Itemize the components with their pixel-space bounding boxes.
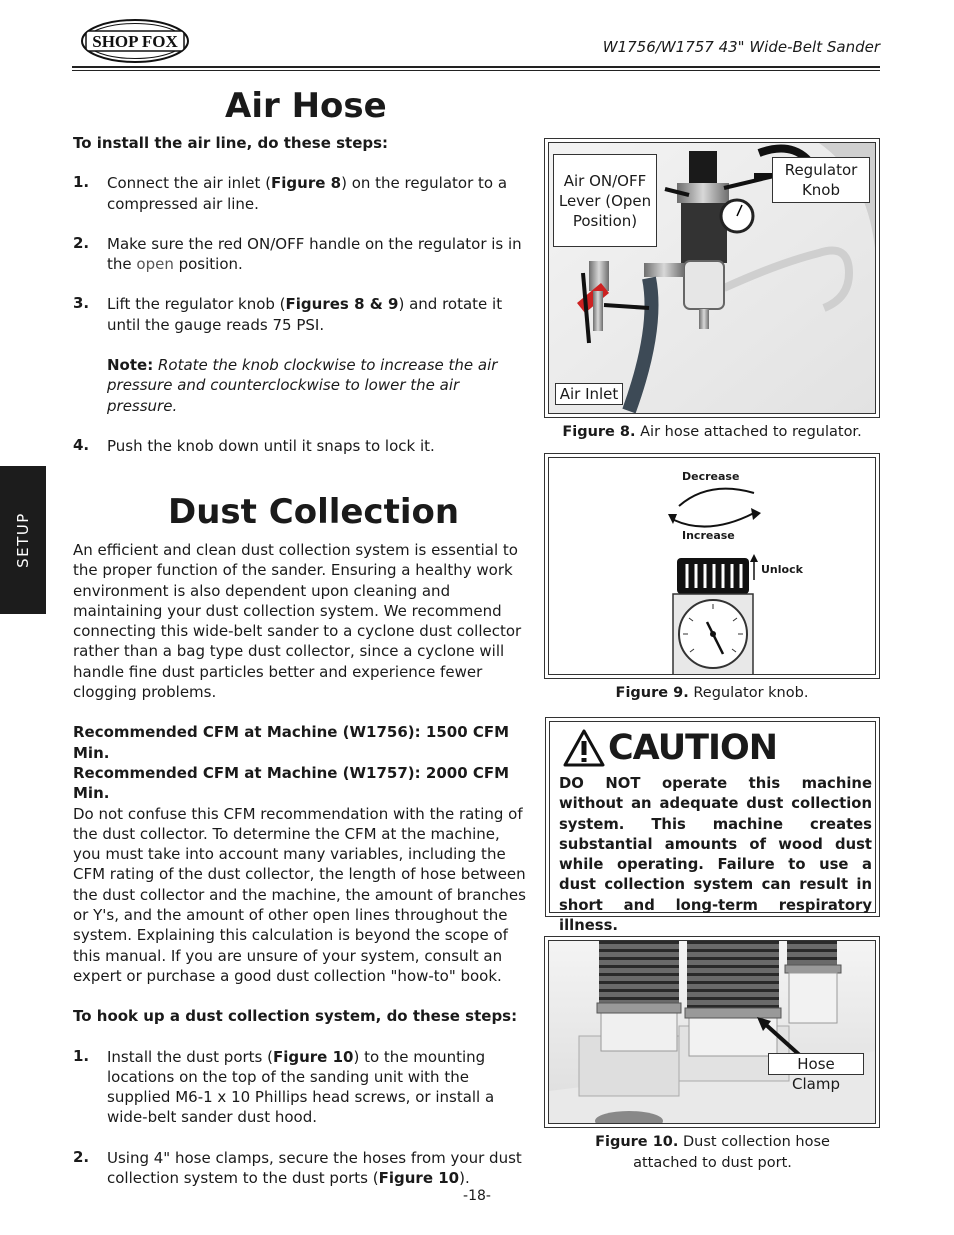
dust-paragraph-2: Do not confuse this CFM recommendation with the rating of the dust collector. To determine the CFM at the machine, you must take into account many variables, including the CFM rating of the dust collector, the length of hose between the dust collector and the machine, the amount of branches or Y's, and the amount of other open lines throughout the system. Explaining this calculation is beyond the scope of this manual. If you are unsure of your system, consult an expert or purchase a good dust collection "how-to" book.: [73, 804, 526, 985]
air-hose-section: [73, 133, 528, 456]
figure-10-photo: [548, 940, 876, 1124]
caution-box: [545, 717, 880, 935]
dust-collection-heading: Dust Collection: [168, 492, 460, 532]
callout-hose-clamp: Hose Clamp: [768, 1053, 864, 1075]
cfm-w1757: Recommended CFM at Machine (W1757): 2000 CFM Min.: [73, 763, 510, 803]
label-unlock: Unlock: [761, 563, 803, 576]
section-tab-label: SETUP: [14, 512, 32, 568]
callout-regulator-knob: Regulator Knob: [772, 157, 870, 203]
air-hose-intro: To install the air line, do these steps:: [73, 134, 389, 152]
figure-8-caption: Figure 8. Air hose attached to regulator.: [562, 424, 862, 440]
decrease-arrow-icon: [668, 514, 677, 524]
air-step-3: 3. Lift the regulator knob (Figures 8 & 9) and rotate it until the gauge reads 75 PSI.: [73, 294, 503, 334]
svg-text:SHOP FOX: SHOP FOX: [92, 32, 178, 51]
header-rule: [72, 66, 880, 68]
cfm-w1756: Recommended CFM at Machine (W1756): 1500 CFM Min.: [73, 723, 510, 762]
dust-collection-section: [73, 540, 528, 1188]
unlock-arrow-icon: [750, 554, 758, 562]
document-title: W1756/W1757 43" Wide-Belt Sander: [602, 38, 880, 56]
callout-air-inlet: Air Inlet: [555, 383, 623, 405]
caution-title: CAUTION: [608, 728, 778, 768]
warning-triangle-icon: [563, 729, 605, 767]
dust-port-photo-illustration: [549, 941, 876, 1124]
page-number: -18-: [463, 1188, 491, 1204]
increase-arrow-icon: [751, 508, 761, 520]
figure-9-frame: [544, 453, 880, 679]
dust-step-2: 2. Using 4" hose clamps, secure the hoses from your dust collection system to the dust ports (Figure 10).: [73, 1147, 522, 1188]
caution-text: DO NOT operate this machine without an adequate dust collection system. This machine creates substantial amounts of wood dust while operating. Failure to use a dust collection system can result in short and long-term respiratory illness.: [559, 775, 872, 935]
section-tab: [0, 466, 46, 614]
dust-intro: To hook up a dust collection system, do these steps:: [73, 1007, 518, 1026]
figure-10-frame: [544, 936, 880, 1128]
figure-9-caption: Figure 9. Regulator knob.: [615, 685, 809, 701]
dust-step-1: 1. Install the dust ports (Figure 10) to the mounting locations on the top of the sanding unit with the supplied M6-1 x 10 Phillips head screws, or install a wide-belt sander dust hood.: [73, 1046, 495, 1127]
air-hose-heading: Air Hose: [225, 86, 387, 126]
label-decrease: Decrease: [682, 470, 740, 483]
label-increase: Increase: [682, 529, 735, 542]
air-step-1: 1. Connect the air inlet (Figure 8) on the regulator to a compressed air line.: [73, 173, 508, 213]
figure-9-diagram: [548, 457, 876, 675]
header-rule-thin: [72, 70, 880, 71]
figure-10-caption: Figure 10. Dust collection hose attached to dust port.: [595, 1134, 830, 1171]
callout-air-lever: Air ON/OFF Lever (Open Position): [553, 154, 657, 247]
regulator-knob-diagram: [549, 458, 876, 675]
air-step-2: 2. Make sure the red ON/OFF handle on the regulator is in the open position.: [73, 233, 522, 274]
shop-fox-logo: [80, 18, 190, 64]
air-hose-note: Note: Rotate the knob clockwise to increase the air pressure and counterclockwise to lower the air pressure.: [107, 356, 498, 415]
dust-paragraph-1: An efficient and clean dust collection system is essential to the proper function of the sander. Ensuring a healthy work environment is also dependent upon cleaning and maintaining your dust collection system. We recommend connecting this wide-belt sander to a cyclone dust collector rather than a bag type dust collector, since a cyclone will handle fine dust particles better and experience fewer clogging problems.: [73, 541, 522, 702]
air-step-4: 4. Push the knob down until it snaps to lock it.: [73, 435, 435, 455]
